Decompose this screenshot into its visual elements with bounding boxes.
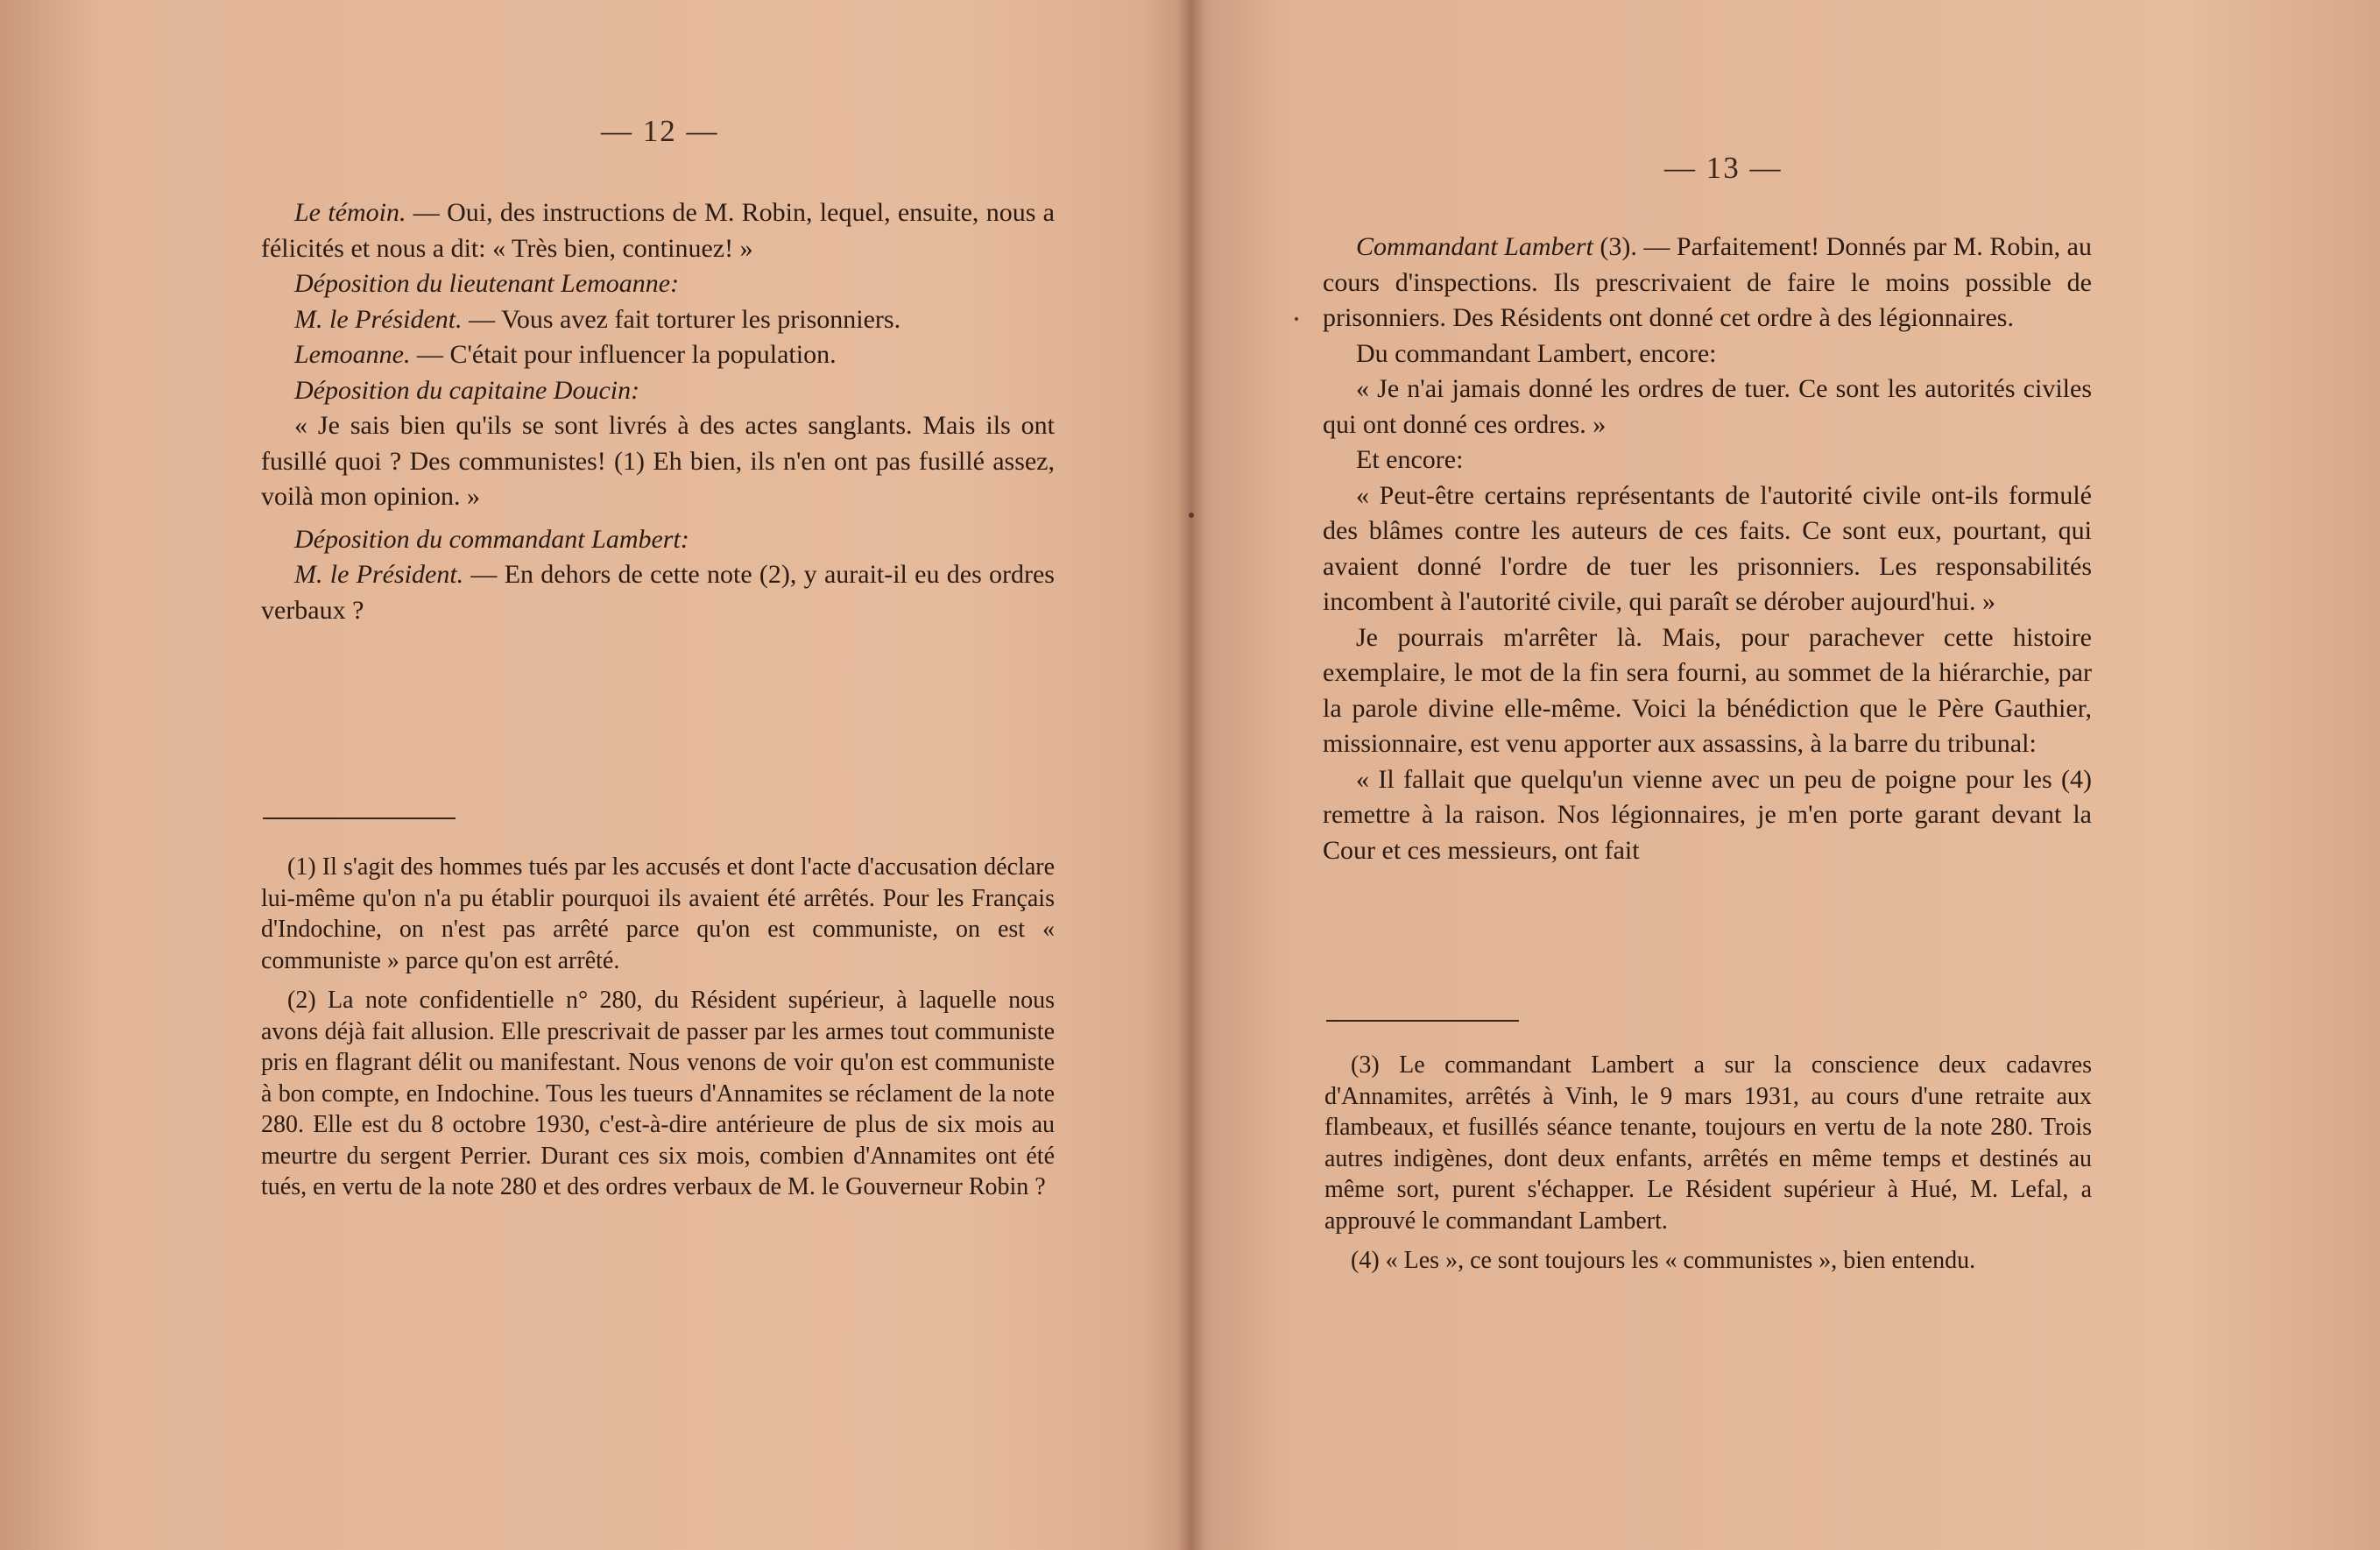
paragraph: Et encore: [1356,445,1464,474]
footnote: (1) Il s'agit des hommes tués par les accusés et dont l'acte d'accusation déclare lui-même qu'on n'a pu établir pourquoi ils avaient été arrêtés. Pour les Français d'Indochine, on n'est pas arrêté parce qu'on est communiste, on est « communiste » parce qu'on est arrêté. [261,853,1055,974]
speaker: M. le Président. [294,560,464,589]
paragraph: « Peut-être certains représentants de l'autorité civile ont-ils formulé des blâmes contre les auteurs de ces faits. Ce sont eux, pourtant, qui avaient donné l'ordre de tuer les prisonniers. Les responsabilités incombent à l'autorité civile, qui paraît se dérober aujourd'hui. » [1323,480,2092,616]
footnote-rule [263,817,456,819]
speaker: M. le Président. [294,304,463,334]
paper-blemish [1189,513,1194,518]
speaker: Lemoanne. [294,340,411,369]
footnotes [1324,1050,2092,1285]
speech: — C'était pour influencer la population. [410,340,837,369]
paragraph: « Je n'ai jamais donné les ordres de tuer. Ce sont les autorités civiles qui ont donné ces ordres. » [1323,374,2092,439]
right-page [1191,0,2380,1550]
main-text [261,195,1055,628]
footnote: (3) Le commandant Lambert a sur la conscience deux cadavres d'Annamites, arrêtés à Vinh, le 9 mars 1931, au cours d'une retraite aux flambeaux, et fusillés séance tenante, toujours en vertu de la note 280. Trois autres indigènes, dont deux enfants, arrêtés en même temps et destinés au même sort, purent s'échapper. Le Résident supérieur à Hué, M. Lefal, a approuvé le commandant Lambert. [1324,1051,2092,1235]
paragraph [261,302,1055,338]
section-heading: Déposition du commandant Lambert: [294,524,689,554]
main-text [1323,230,2092,868]
speaker: Le témoin. [294,198,406,227]
footnote: (4) « Les », ce sont toujours les « communistes », bien entendu. [1351,1247,1976,1274]
speech: — Vous avez fait torturer les prisonniers. [462,304,901,334]
speech: — En dehors de cette note (2), y aurait-il eu des ordres verbaux ? [261,560,1055,625]
speech: (3). — Parfaitement! Donnés par M. Robin, au cours d'inspections. Ils prescrivaient de faire le moins possible de prisonniers. Des Résidents ont donné cet ordre à des légionnaires. [1323,232,2092,332]
paragraph [261,557,1055,628]
section-heading: Déposition du lieutenant Lemoanne: [294,269,680,298]
footnote-rule [1326,1020,1519,1022]
footnote: (2) La note confidentielle n° 280, du Résident supérieur, à laquelle nous avons déjà fait allusion. Elle prescrivait de passer par les armes tout communiste pris en flagrant délit ou manifestant. Nous venons de voir qu'on est communiste à bon compte, en Indochine. Tous les tueurs d'Annamites se réclament de la note 280. Elle est du 8 octobre 1930, c'est-à-dire antérieure de plus de six mois au meurtre du sergent Perrier. Durant ces six mois, combien d'Annamites ont été tués, en vertu de la note 280 et des ordres verbaux de M. le Gouverneur Robin ? [261,987,1055,1200]
paragraph: Je pourrais m'arrêter là. Mais, pour parachever cette histoire exemplaire, le mot de la fin sera fourni, au sommet de la hiérarchie, par la parole divine elle-même. Voici la bénédiction que le Père Gauthier, missionnaire, est venu apporter aux assassins, à la barre du tribunal: [1323,622,2092,758]
footnotes [261,852,1055,1212]
speech: — Oui, des instructions de M. Robin, lequel, ensuite, nous a félicités et nous a dit: « Très bien, continuez! » [261,198,1055,263]
page-number: — 12 — [601,114,719,148]
paragraph [261,337,1055,373]
paragraph: « Il fallait que quelqu'un vienne avec un peu de poigne pour les (4) remettre à la raison. Nos légionnaires, je m'en porte garant devant la Cour et ces messieurs, ont fait [1323,764,2092,865]
paragraph [261,195,1055,266]
section-heading: Déposition du capitaine Doucin: [294,375,640,405]
paragraph [1323,230,2092,336]
speaker: Commandant Lambert [1356,232,1593,261]
page-number: — 13 — [1664,151,1783,185]
paper-blemish [1295,317,1298,321]
paragraph: Du commandant Lambert, encore: [1356,338,1717,368]
paragraph: « Je sais bien qu'ils se sont livrés à des actes sanglants. Mais ils ont fusillé quoi ? Des communistes! (1) Eh bien, ils n'en ont pas fusillé assez, voilà mon opinion. » [261,411,1055,511]
